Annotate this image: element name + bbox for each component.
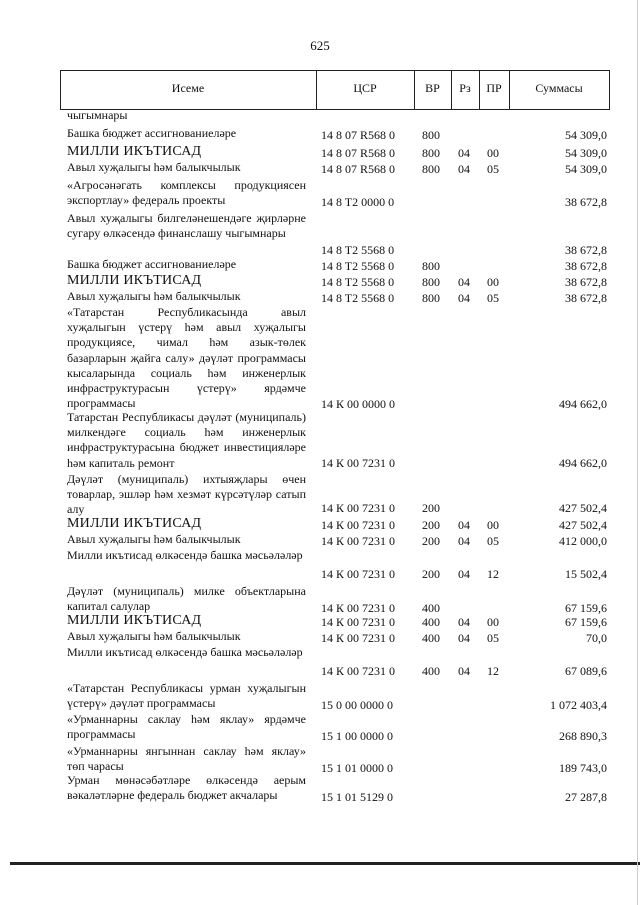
table-row: [0, 584, 640, 616]
row-csr: 14 8 07 R568 0: [321, 146, 396, 160]
row-pr: 12: [487, 567, 499, 581]
row-csr: 14 К 00 7231 0: [321, 567, 396, 581]
row-pr: 05: [487, 162, 499, 176]
row-csr: 14 8 T2 5568 0: [321, 243, 395, 257]
row-vr: 200: [422, 534, 440, 548]
row-pr: 00: [487, 518, 499, 532]
row-sum: 38 672,8: [565, 291, 607, 305]
row-name: Милли икътисад өлкәсендә башка мәсьәләләр: [67, 548, 303, 562]
table-row: [0, 516, 640, 533]
row-sum: 412 000,0: [559, 534, 607, 548]
row-vr: 400: [422, 601, 440, 615]
row-name: МИЛЛИ ИКЪТИСАД: [67, 613, 202, 628]
row-csr: 14 8 T2 5568 0: [321, 275, 395, 289]
table-row: [0, 532, 640, 549]
table-row: [0, 681, 640, 713]
table-row: [0, 211, 640, 258]
header-pr: ПР: [486, 81, 502, 95]
row-sum: 494 662,0: [559, 397, 607, 411]
page-number: 625: [310, 38, 330, 53]
footer-rule: [10, 862, 640, 865]
row-vr: 400: [422, 664, 440, 678]
page-edge: [637, 0, 638, 905]
row-name: «Татарстан Республикасында авыл хуҗалыгын үстерү һәм авыл хуҗалыгы продукциясе, чимал һәм азык-төлек базарларын җайга салу» дәүләт программасы кысаларында социаль һәм инженерлык инфраструктурасын үстерү» ярдәмче программасы: [67, 305, 306, 411]
row-name: «Урманнарны янгыннан саклау һәм яклау» төп чарасы: [67, 744, 306, 774]
row-sum: 427 502,4: [559, 501, 607, 515]
row-rz: 04: [458, 518, 470, 532]
row-pr: 05: [487, 291, 499, 305]
row-name: «Урманнарны саклау һәм яклау» ярдәмче программасы: [67, 712, 306, 742]
row-csr: 14 К 00 7231 0: [321, 456, 396, 470]
header-name: Исеме: [171, 81, 205, 95]
row-name: чыгымнары: [67, 108, 128, 122]
row-sum: 67 159,6: [565, 615, 607, 629]
table-row: [0, 472, 640, 516]
row-csr: 14 8 T2 5568 0: [321, 291, 395, 305]
row-rz: 04: [458, 615, 470, 629]
row-name: «Татарстан Республикасы урман хуҗалыгын үстерү» дәүләт программасы: [67, 681, 306, 711]
row-vr: 200: [422, 501, 440, 515]
row-name: МИЛЛИ ИКЪТИСАД: [67, 144, 202, 159]
row-sum: 54 309,0: [565, 146, 607, 160]
row-sum: 54 309,0: [565, 128, 607, 142]
row-rz: 04: [458, 162, 470, 176]
row-sum: 189 743,0: [559, 761, 607, 775]
row-name: Милли икътисад өлкәсендә башка мәсьәләләр: [67, 645, 303, 659]
row-sum: 1 072 403,4: [550, 698, 607, 712]
table-row: [0, 126, 640, 143]
row-pr: 00: [487, 615, 499, 629]
table-row: [0, 160, 640, 177]
row-name: Башка бюджет ассигнованиеләре: [67, 126, 237, 140]
row-name: Дәүләт (муниципаль) ихтыяҗлары өчен товарлар, эшләр һәм хезмәт күрсәтүләр сатып алу: [67, 472, 306, 517]
row-csr: 14 8 07 R568 0: [321, 162, 396, 176]
row-pr: 00: [487, 146, 499, 160]
row-rz: 04: [458, 664, 470, 678]
row-name: Авыл хуҗалыгы һәм балыкчылык: [67, 160, 241, 174]
row-rz: 04: [458, 146, 470, 160]
row-name: Авыл хуҗалыгы билгеләнешендәге җирләрне сугару өлкәсендә финанслашу чыгымнары: [67, 211, 306, 241]
row-sum: 38 672,8: [565, 275, 607, 289]
row-csr: 15 1 00 0000 0: [321, 729, 393, 743]
row-csr: 14 К 00 7231 0: [321, 631, 396, 645]
table-row: [0, 178, 640, 210]
row-csr: 14 8 07 R568 0: [321, 128, 396, 142]
row-name: Авыл хуҗалыгы һәм балыкчылык: [67, 629, 241, 643]
header-rz: Рз: [459, 81, 471, 95]
row-rz: 04: [458, 275, 470, 289]
row-sum: 494 662,0: [559, 456, 607, 470]
table-row: [0, 289, 640, 306]
row-csr: 14 К 00 7231 0: [321, 615, 396, 629]
table-row: [0, 773, 640, 805]
row-sum: 70,0: [586, 631, 607, 645]
header-csr: ЦСР: [353, 81, 377, 95]
row-name: Татарстан Республикасы дәүләт (муниципаль) милкендәге социаль һәм инженерлык инфраструктурасына бюджет инвестицияләре һәм капиталь ремонт: [67, 410, 306, 470]
row-csr: 15 0 00 0000 0: [321, 698, 393, 712]
table-row: [0, 257, 640, 274]
row-csr: 14 К 00 0000 0: [321, 397, 396, 411]
row-csr: 14 К 00 7231 0: [321, 664, 396, 678]
row-vr: 800: [422, 259, 440, 273]
row-sum: 67 159,6: [565, 601, 607, 615]
row-name: Дәүләт (муниципаль) милке объектларына капитал салулар: [67, 584, 306, 614]
row-name: Урман мөнәсәбәтләре өлкәсендә аерым вәкаләтләрне федераль бюджет акчалары: [67, 773, 306, 803]
row-name: МИЛЛИ ИКЪТИСАД: [67, 516, 202, 531]
table-row: [0, 629, 640, 646]
row-csr: 14 К 00 7231 0: [321, 518, 396, 532]
row-name: Авыл хуҗалыгы һәм балыкчылык: [67, 532, 241, 546]
row-sum: 54 309,0: [565, 162, 607, 176]
row-vr: 200: [422, 518, 440, 532]
row-name: Башка бюджет ассигнованиеләре: [67, 257, 237, 271]
row-sum: 15 502,4: [565, 567, 607, 581]
header-vr: ВР: [425, 81, 440, 95]
table-row: [0, 645, 640, 679]
row-vr: 800: [422, 146, 440, 160]
table-row: [0, 548, 640, 582]
row-csr: 15 1 01 0000 0: [321, 761, 393, 775]
row-csr: 14 8 T2 5568 0: [321, 259, 395, 273]
row-vr: 200: [422, 567, 440, 581]
row-sum: 67 089,6: [565, 664, 607, 678]
table-row: [0, 410, 640, 471]
row-name: МИЛЛИ ИКЪТИСАД: [67, 273, 202, 288]
table-row: [0, 108, 640, 123]
row-vr: 400: [422, 631, 440, 645]
row-vr: 800: [422, 275, 440, 289]
row-sum: 38 672,8: [565, 195, 607, 209]
header-sum: Суммасы: [535, 81, 583, 95]
row-rz: 04: [458, 567, 470, 581]
row-vr: 800: [422, 291, 440, 305]
row-rz: 04: [458, 631, 470, 645]
header-border: [609, 70, 610, 109]
row-sum: 27 287,8: [565, 790, 607, 804]
row-vr: 800: [422, 162, 440, 176]
row-name: «Агросәнәгать комплексы продукциясен экспортлау» федераль проекты: [67, 178, 306, 208]
row-sum: 268 890,3: [559, 729, 607, 743]
table-row: [0, 144, 640, 161]
row-csr: 14 К 00 7231 0: [321, 534, 396, 548]
row-pr: 00: [487, 275, 499, 289]
row-sum: 38 672,8: [565, 243, 607, 257]
row-pr: 12: [487, 664, 499, 678]
row-rz: 04: [458, 534, 470, 548]
row-name: Авыл хуҗалыгы һәм балыкчылык: [67, 289, 241, 303]
row-csr: 14 К 00 7231 0: [321, 501, 396, 515]
row-csr: 14 К 00 7231 0: [321, 601, 396, 615]
row-pr: 05: [487, 631, 499, 645]
table-row: [0, 273, 640, 290]
row-pr: 05: [487, 534, 499, 548]
row-csr: 15 1 01 5129 0: [321, 790, 393, 804]
table-row: [0, 305, 640, 412]
table-row: [0, 613, 640, 630]
row-vr: 400: [422, 615, 440, 629]
table-row: [0, 744, 640, 776]
row-sum: 38 672,8: [565, 259, 607, 273]
row-csr: 14 8 T2 0000 0: [321, 195, 395, 209]
table-row: [0, 712, 640, 744]
row-sum: 427 502,4: [559, 518, 607, 532]
row-vr: 800: [422, 128, 440, 142]
row-rz: 04: [458, 291, 470, 305]
